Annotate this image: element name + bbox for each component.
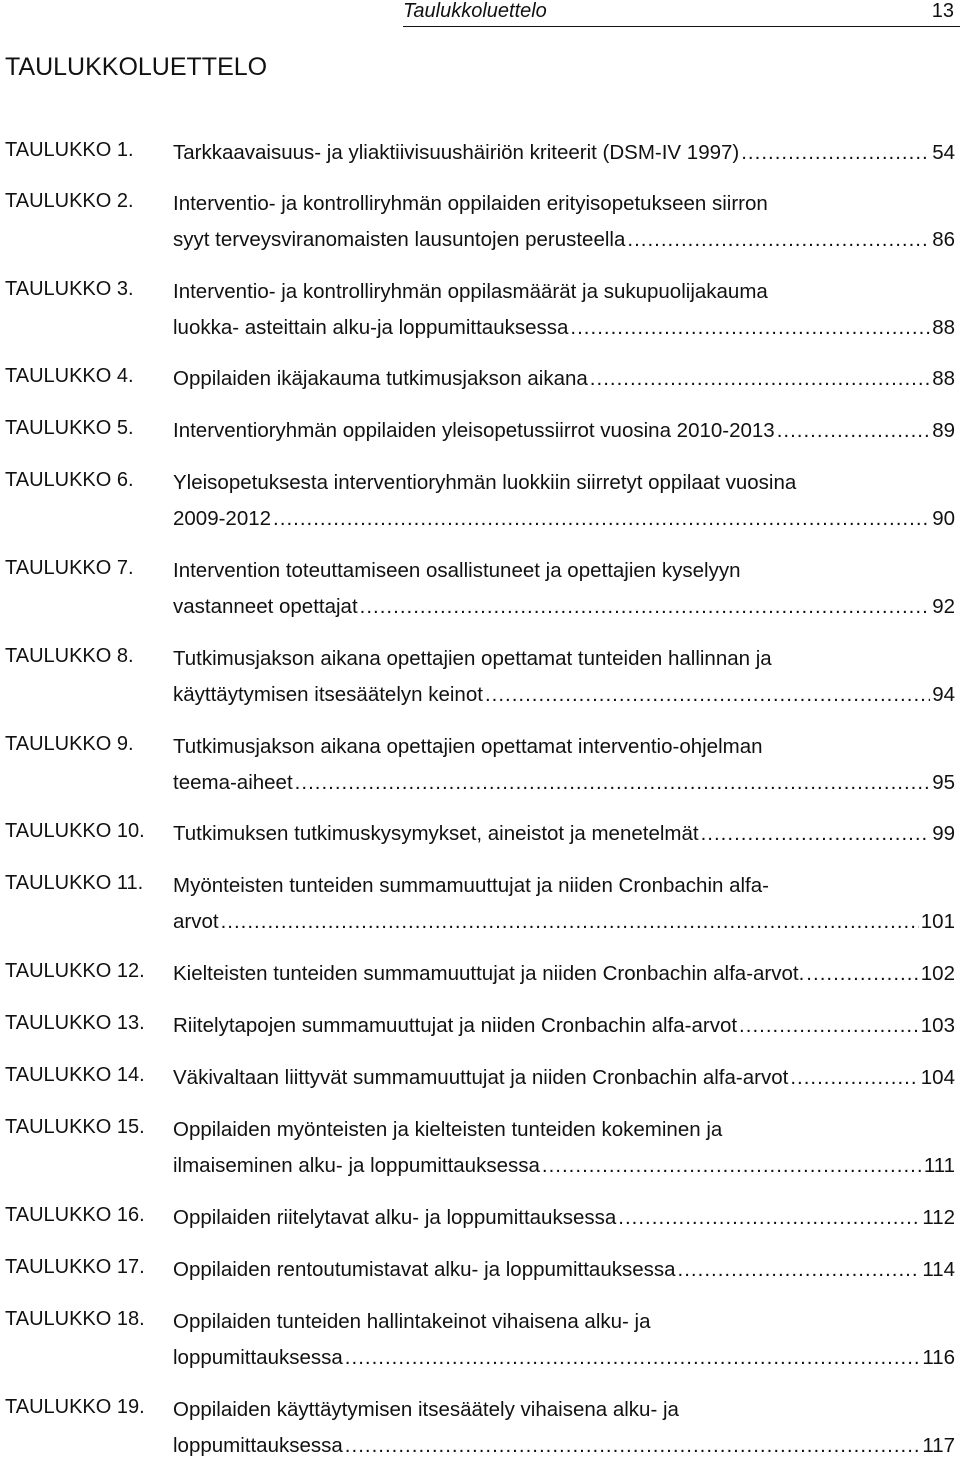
- toc-entry-title: Tutkimusjakson aikana opettajien opettamat interventio-ohjelman: [173, 735, 763, 758]
- toc-entry-label: TAULUKKO 10.: [5, 820, 145, 842]
- dot-leader: [590, 365, 930, 393]
- toc-entry-label: TAULUKKO 12.: [5, 960, 145, 982]
- toc-entry-label: TAULUKKO 15.: [5, 1116, 145, 1138]
- dot-leader: [739, 1012, 919, 1040]
- toc-entry-page: 111: [923, 1154, 955, 1177]
- toc-entry-title: 2009-2012: [173, 507, 272, 530]
- toc-entry-page: 92: [932, 595, 955, 618]
- dot-leader: [345, 1344, 921, 1372]
- toc-entry-page: 86: [932, 228, 955, 251]
- toc-entry-body: [173, 645, 955, 717]
- toc-entry-label: TAULUKKO 17.: [5, 1256, 145, 1278]
- toc-entry-body: [173, 469, 955, 541]
- toc-entry-page: 94: [932, 683, 955, 706]
- running-header: [0, 0, 960, 26]
- dot-leader: [221, 908, 919, 936]
- toc-entry-title: Riitelytapojen summamuuttujat ja niiden Cronbachin alfa-arvot: [173, 1014, 738, 1037]
- toc-entry-label: TAULUKKO 14.: [5, 1064, 145, 1086]
- toc-entry-title: vastanneet opettajat: [173, 595, 358, 618]
- toc-entry-body: [173, 1256, 955, 1292]
- toc-entry-title: Kielteisten tunteiden summamuuttujat ja niiden Cronbachin alfa-arvot.: [173, 962, 805, 985]
- toc-entry-title: Oppilaiden myönteisten ja kielteisten tunteiden kokeminen ja: [173, 1118, 723, 1141]
- toc-entry-page: 95: [932, 771, 955, 794]
- toc-entry-label: TAULUKKO 8.: [5, 645, 134, 667]
- toc-entry-label: TAULUKKO 11.: [5, 872, 144, 894]
- toc-entry-label: TAULUKKO 1.: [5, 139, 134, 161]
- toc-entry-label: TAULUKKO 4.: [5, 365, 134, 387]
- dot-leader: [618, 1204, 920, 1232]
- toc-entry-label: TAULUKKO 5.: [5, 417, 134, 439]
- toc-entry-page: 104: [920, 1066, 955, 1089]
- toc-entry-title: Myönteisten tunteiden summamuuttujat ja niiden Cronbachin alfa-: [173, 874, 769, 897]
- dot-leader: [701, 820, 931, 848]
- toc-entry-body: [173, 278, 955, 350]
- toc-entry-body: [173, 190, 955, 262]
- dot-leader: [806, 960, 918, 988]
- toc-entry-title: Oppilaiden tunteiden hallintakeinot vihaisena alku- ja: [173, 1310, 651, 1333]
- toc-entry-title: Interventioryhmän oppilaiden yleisopetussiirrot vuosina 2010-2013: [173, 419, 775, 442]
- toc-entry-page: 112: [922, 1206, 955, 1229]
- toc-entry-page: 54: [932, 141, 955, 164]
- dot-leader: [790, 1064, 918, 1092]
- toc-entry-page: 88: [932, 316, 955, 339]
- dot-leader: [295, 769, 931, 797]
- toc-entry-body: [173, 365, 955, 401]
- dot-leader: [741, 139, 930, 167]
- toc-entry-title: luokka- asteittain alku-ja loppumittauksessa: [173, 316, 569, 339]
- toc-entry-title: Oppilaiden riitelytavat alku- ja loppumittauksessa: [173, 1206, 617, 1229]
- toc-entry-body: [173, 1064, 955, 1100]
- toc-entry-body: [173, 960, 955, 996]
- toc-entry-body: [173, 733, 955, 805]
- toc-entry-label: TAULUKKO 2.: [5, 190, 134, 212]
- dot-leader: [273, 505, 930, 533]
- dot-leader: [627, 226, 930, 254]
- toc-entry-body: [173, 139, 955, 175]
- header-rule: [403, 26, 960, 27]
- toc-entry-title: Oppilaiden ikäjakauma tutkimusjakson aikana: [173, 367, 588, 390]
- toc-entry-title: Interventio- ja kontrolliryhmän oppilaiden erityisopetukseen siirron: [173, 192, 768, 215]
- toc-entry-label: TAULUKKO 6.: [5, 469, 134, 491]
- dot-leader: [777, 417, 930, 445]
- toc-entry-label: TAULUKKO 18.: [5, 1308, 145, 1330]
- toc-entry-label: TAULUKKO 3.: [5, 278, 134, 300]
- toc-entry-title: ilmaiseminen alku- ja loppumittauksessa: [173, 1154, 540, 1177]
- page-number: 13: [931, 0, 954, 22]
- toc-entry-label: TAULUKKO 9.: [5, 733, 134, 755]
- dot-leader: [360, 593, 931, 621]
- toc-entry-page: 89: [932, 419, 955, 442]
- toc-entry-title: loppumittauksessa: [173, 1434, 343, 1457]
- toc-entry-label: TAULUKKO 16.: [5, 1204, 145, 1226]
- toc-entry-title: Yleisopetuksesta interventioryhmän luokkiin siirretyt oppilaat vuosina: [173, 471, 797, 494]
- toc-entry-body: [173, 1308, 955, 1380]
- toc-entry-title: Interventio- ja kontrolliryhmän oppilasmäärät ja sukupuolijakauma: [173, 280, 768, 303]
- toc-entry-body: [173, 1012, 955, 1048]
- toc-entry-page: 102: [920, 962, 955, 985]
- toc-entry-page: 101: [920, 910, 955, 933]
- toc-entry-page: 88: [932, 367, 955, 390]
- toc-entry-body: [173, 872, 955, 944]
- toc-entry-body: [173, 820, 955, 856]
- dot-leader: [542, 1152, 922, 1180]
- toc-entry-title: arvot: [173, 910, 219, 933]
- toc-entry-page: 114: [922, 1258, 955, 1281]
- dot-leader: [485, 681, 930, 709]
- toc-entry-title: Intervention toteuttamiseen osallistuneet ja opettajien kyselyyn: [173, 559, 741, 582]
- toc-entry-page: 103: [920, 1014, 955, 1037]
- running-title: Taulukkoluettelo: [403, 0, 547, 22]
- toc-entry-body: [173, 1116, 955, 1188]
- dot-leader: [678, 1256, 921, 1284]
- toc-entry-page: 116: [922, 1346, 955, 1369]
- toc-entry-body: [173, 1396, 955, 1468]
- toc-entry-label: TAULUKKO 7.: [5, 557, 134, 579]
- toc-entry-title: Väkivaltaan liittyvät summamuuttujat ja niiden Cronbachin alfa-arvot: [173, 1066, 789, 1089]
- toc-entry-page: 90: [932, 507, 955, 530]
- toc-entry-body: [173, 557, 955, 629]
- toc-entry-title: loppumittauksessa: [173, 1346, 343, 1369]
- section-title: TAULUKKOLUETTELO: [5, 53, 268, 81]
- toc-entry-page: 99: [932, 822, 955, 845]
- toc-entry-page: 117: [922, 1434, 955, 1457]
- toc-entry-title: Oppilaiden rentoutumistavat alku- ja loppumittauksessa: [173, 1258, 676, 1281]
- toc-entry-title: käyttäytymisen itsesäätelyn keinot: [173, 683, 483, 706]
- toc-entry-title: Tarkkaavaisuus- ja yliaktiivisuushäiriön kriteerit (DSM-IV 1997): [173, 141, 740, 164]
- toc-entry-title: syyt terveysviranomaisten lausuntojen perusteella: [173, 228, 626, 251]
- toc-entry-title: Oppilaiden käyttäytymisen itsesäätely vihaisena alku- ja: [173, 1398, 679, 1421]
- toc-entry-label: TAULUKKO 19.: [5, 1396, 145, 1418]
- toc-entry-body: [173, 1204, 955, 1240]
- toc-entry-title: teema-aiheet: [173, 771, 293, 794]
- toc-entry-title: Tutkimusjakson aikana opettajien opettamat tunteiden hallinnan ja: [173, 647, 772, 670]
- toc-entry-body: [173, 417, 955, 453]
- dot-leader: [570, 314, 930, 342]
- toc-entry-title: Tutkimuksen tutkimuskysymykset, aineistot ja menetelmät: [173, 822, 699, 845]
- dot-leader: [345, 1432, 921, 1460]
- toc-entry-label: TAULUKKO 13.: [5, 1012, 145, 1034]
